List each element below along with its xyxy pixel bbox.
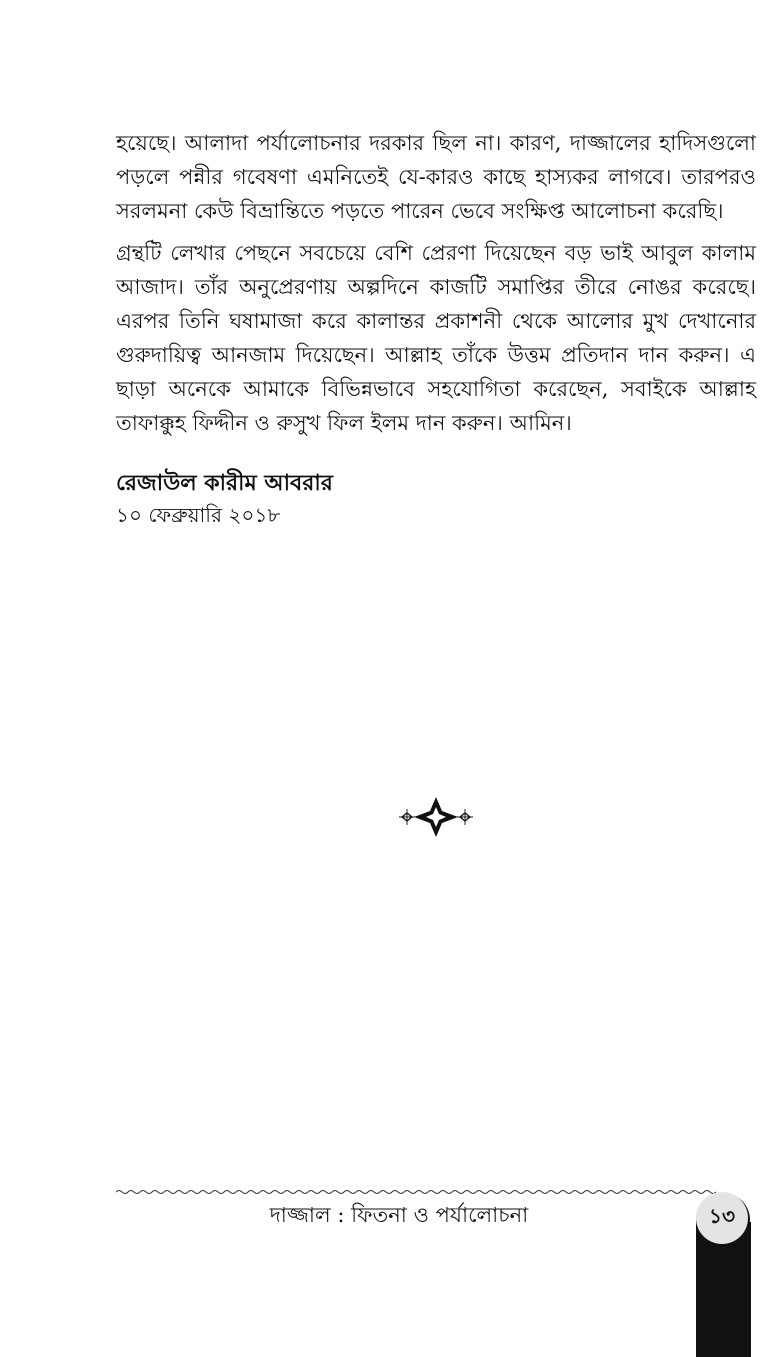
paragraph-closing-note: হয়েছে। আলাদা পর্যালোচনার দরকার ছিল না। কারণ, দাজ্জালের হাদিসগুলো পড়লে পন্নীর গবেষণা এমনিতেই যে-কারও কাছে হাস্যকর লাগবে। তারপরও সরলমনা কেউ বিভ্রান্তিতে পড়তে পারেন ভেবে সংক্ষিপ্ত আলোচনা করেছি। [116,131,756,223]
page-number-badge [696,1192,748,1244]
signature-date: ১০ ফেব্রুয়ারি ২০১৮ [116,503,281,527]
footer-divider [116,1188,718,1196]
signature-block [116,466,756,530]
body-text [116,126,756,448]
page-number: ১৩ [709,1203,735,1228]
four-point-star-ornament-icon [388,794,484,840]
running-footer-title: দাজ্জাল : ফিতনা ও পর্যালোচনা [269,1203,529,1227]
paragraph-acknowledgement: গ্রন্থটি লেখার পেছনে সবচেয়ে বেশি প্রেরণা দিয়েছেন বড় ভাই আবুল কালাম আজাদ। তাঁর অনুপ্রেরণায় অল্পদিনে কাজটি সমাপ্তির তীরে নোঙর করেছে। এরপর তিনি ঘষামাজা করে কালান্তর প্রকাশনী থেকে আলোর মুখ দেখানোর গুরুদায়িত্ব আনজাম দিয়েছেন। আল্লাহ তাঁকে উত্তম প্রতিদান দান করুন। এ ছাড়া অনেকে আমাকে বিভিন্নভাবে সহযোগিতা করেছেন, সবাইকে আল্লাহ তাফাক্কুহ ফিদ্দীন ও রুসুখ ফিল ইলম দান করুন। আমিন। [116,241,756,435]
author-name: রেজাউল কারীম আবরার [116,470,333,496]
